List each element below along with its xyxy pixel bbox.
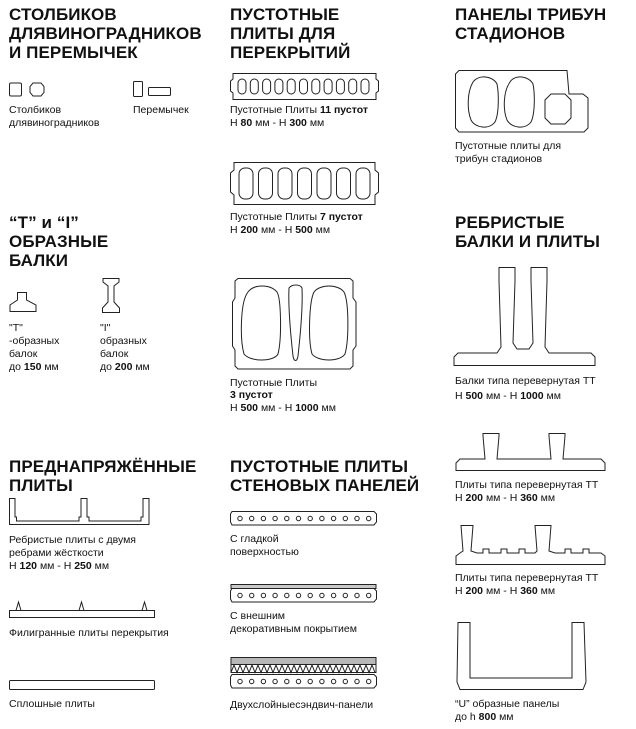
item-label: "I" bbox=[100, 322, 111, 334]
hollow-void bbox=[261, 593, 265, 597]
hollow-void bbox=[331, 516, 335, 520]
section-title-line: ПЛИТЫ ДЛЯ bbox=[230, 24, 336, 43]
item-label: С гладкой bbox=[230, 533, 279, 545]
hollow-void bbox=[331, 679, 335, 683]
item-label: H 200 мм - H 360 мм bbox=[455, 585, 556, 597]
ribbed-slab-icon bbox=[9, 498, 154, 526]
item-label: "T" bbox=[9, 322, 23, 334]
stadium-panel-icon bbox=[455, 70, 590, 134]
u-panel-icon bbox=[455, 622, 591, 692]
item-label: Перемычек bbox=[133, 104, 189, 116]
section-title-line: ПЛИТЫ bbox=[9, 476, 73, 495]
item-label: Столбиков bbox=[9, 104, 62, 116]
item-label: Филигранные плиты перекрытия bbox=[9, 627, 169, 639]
item-label: H 500 мм - H 1000 мм bbox=[230, 402, 336, 414]
hollow-void bbox=[317, 168, 331, 199]
hollow-void bbox=[320, 593, 324, 597]
hollow-void bbox=[343, 679, 347, 683]
hollow-void bbox=[300, 79, 308, 94]
item-label: Ребристые плиты с двумя bbox=[9, 534, 136, 546]
hollow-void bbox=[239, 168, 253, 199]
hollow-void bbox=[308, 679, 312, 683]
hollow-void bbox=[273, 679, 277, 683]
item-label: H 200 мм - H 500 мм bbox=[230, 224, 331, 236]
hollow-void bbox=[250, 679, 254, 683]
hollow-void bbox=[263, 79, 271, 94]
item-label: H 80 мм - H 300 мм bbox=[230, 117, 325, 129]
item-label: Балки типа перевернутая ТТ bbox=[455, 375, 596, 387]
item-label: Плиты типа перевернутая ТТ bbox=[455, 572, 599, 584]
item-label: образных bbox=[100, 335, 147, 347]
item-label: H 200 мм - H 360 мм bbox=[455, 492, 556, 504]
item-label: до 150 мм bbox=[9, 361, 59, 373]
i-beam-profile-icon bbox=[100, 278, 122, 314]
hollow-core-3-icon bbox=[232, 278, 357, 370]
hollow-void bbox=[296, 679, 300, 683]
item-label: С внешним bbox=[230, 610, 286, 622]
section-title-line: РЕБРИСТЫЕ bbox=[455, 213, 565, 232]
section-title-line: ОБРАЗНЫЕ bbox=[9, 232, 109, 251]
hollow-void bbox=[298, 168, 312, 199]
item-label: трибун стадионов bbox=[455, 153, 543, 165]
item-label: H 500 мм - H 1000 мм bbox=[455, 390, 561, 402]
item-label: Пустотные плиты для bbox=[455, 140, 562, 152]
item-label: H 120 мм - H 250 мм bbox=[9, 560, 110, 572]
hollow-void bbox=[349, 79, 357, 94]
hollow-void bbox=[343, 593, 347, 597]
hollow-void bbox=[238, 679, 242, 683]
t-beam-profile-icon bbox=[9, 292, 39, 314]
hollow-void bbox=[320, 516, 324, 520]
hollow-void bbox=[308, 593, 312, 597]
section-title-line: СТАДИОНОВ bbox=[455, 24, 566, 43]
item-label: “U” образные панелы bbox=[455, 698, 560, 710]
hollow-void bbox=[259, 168, 273, 199]
item-label: Сплошные плиты bbox=[9, 698, 95, 710]
section-title-line: ПУСТОТНЫЕ ПЛИТЫ bbox=[230, 457, 409, 476]
hollow-core-11-icon bbox=[230, 73, 380, 101]
item-label: 3 пустот bbox=[230, 389, 273, 401]
inverted-tt-slab-icon bbox=[455, 433, 607, 473]
section-title-line: СТОЛБИКОВ bbox=[9, 5, 117, 24]
hollow-void bbox=[324, 79, 332, 94]
hollow-void bbox=[367, 516, 371, 520]
item-label: длявиноградников bbox=[9, 117, 100, 129]
hollow-void bbox=[331, 593, 335, 597]
hollow-void bbox=[312, 79, 320, 94]
hollow-void bbox=[250, 593, 254, 597]
section-title-line: ПУСТОТНЫЕ bbox=[230, 5, 340, 24]
wall-panel-smooth-icon bbox=[230, 511, 378, 527]
hollow-void bbox=[296, 516, 300, 520]
hollow-void bbox=[238, 79, 246, 94]
insulation-pattern bbox=[231, 665, 375, 673]
hollow-void bbox=[250, 516, 254, 520]
hollow-void bbox=[287, 79, 295, 94]
hollow-void bbox=[355, 593, 359, 597]
item-label: балок bbox=[100, 348, 129, 360]
section-title-line: СТЕНОВЫХ ПАНЕЛЕЙ bbox=[230, 476, 420, 495]
section-title-line: БАЛКИ И ПЛИТЫ bbox=[455, 232, 600, 251]
hollow-void bbox=[355, 679, 359, 683]
filigree-slab-icon bbox=[9, 600, 155, 620]
item-label: до h 800 мм bbox=[455, 711, 514, 723]
section-title-line: ПАНЕЛЫ ТРИБУН bbox=[455, 5, 607, 24]
hollow-void bbox=[367, 679, 371, 683]
wall-panel-decor-icon bbox=[230, 584, 378, 604]
section-title-line: БАЛКИ bbox=[9, 251, 69, 270]
item-label: Плиты типа перевернутая ТТ bbox=[455, 479, 599, 491]
hollow-void bbox=[275, 79, 283, 94]
item-label: балок bbox=[9, 348, 38, 360]
hollow-void bbox=[343, 516, 347, 520]
hollow-void bbox=[308, 516, 312, 520]
item-label: ребрами жёсткости bbox=[9, 547, 104, 559]
section-title-line: ПЕРЕКРЫТИЙ bbox=[230, 43, 351, 62]
item-label: до 200 мм bbox=[100, 361, 150, 373]
hollow-void bbox=[278, 168, 292, 199]
item-label: Двухслойныесэндвич-панели bbox=[230, 699, 374, 711]
item-label: поверхностью bbox=[230, 546, 299, 558]
lintel-profile-icon bbox=[133, 81, 173, 101]
hollow-core-7-icon bbox=[230, 162, 380, 206]
inverted-tt-beam-icon bbox=[453, 267, 597, 367]
hollow-void bbox=[285, 516, 289, 520]
solid-slab-icon bbox=[9, 680, 155, 692]
item-label: Пустотные Плиты bbox=[230, 377, 318, 389]
section-title-line: ДЛЯВИНОГРАДНИКОВ bbox=[9, 24, 202, 43]
hollow-void bbox=[285, 593, 289, 597]
hollow-void bbox=[261, 679, 265, 683]
hollow-void bbox=[250, 79, 258, 94]
hollow-void bbox=[261, 516, 265, 520]
item-label: декоративным покрытием bbox=[230, 623, 357, 635]
section-title-line: И ПЕРЕМЫЧЕК bbox=[9, 43, 138, 62]
item-label: Пустотные Плиты 11 пустот bbox=[230, 104, 369, 116]
hollow-void bbox=[273, 516, 277, 520]
hollow-void bbox=[238, 593, 242, 597]
wall-panel-sandwich-icon bbox=[230, 657, 378, 691]
hollow-void bbox=[355, 516, 359, 520]
hollow-void bbox=[320, 679, 324, 683]
hollow-void bbox=[361, 79, 369, 94]
item-label: Пустотные Плиты 7 пустот bbox=[230, 211, 363, 223]
hollow-void bbox=[337, 168, 351, 199]
section-title-line: ПРЕДНАПРЯЖЁННЫЕ bbox=[9, 457, 197, 476]
hollow-void bbox=[238, 516, 242, 520]
post-profile-icon bbox=[9, 81, 49, 101]
section-title-line: “T” и “I” bbox=[9, 213, 79, 232]
hollow-void bbox=[296, 593, 300, 597]
hollow-void bbox=[367, 593, 371, 597]
hollow-void bbox=[356, 168, 370, 199]
hollow-void bbox=[336, 79, 344, 94]
item-label: -образных bbox=[9, 335, 60, 347]
ribbed-tt-slab-icon bbox=[455, 525, 607, 567]
hollow-void bbox=[273, 593, 277, 597]
hollow-void bbox=[285, 679, 289, 683]
